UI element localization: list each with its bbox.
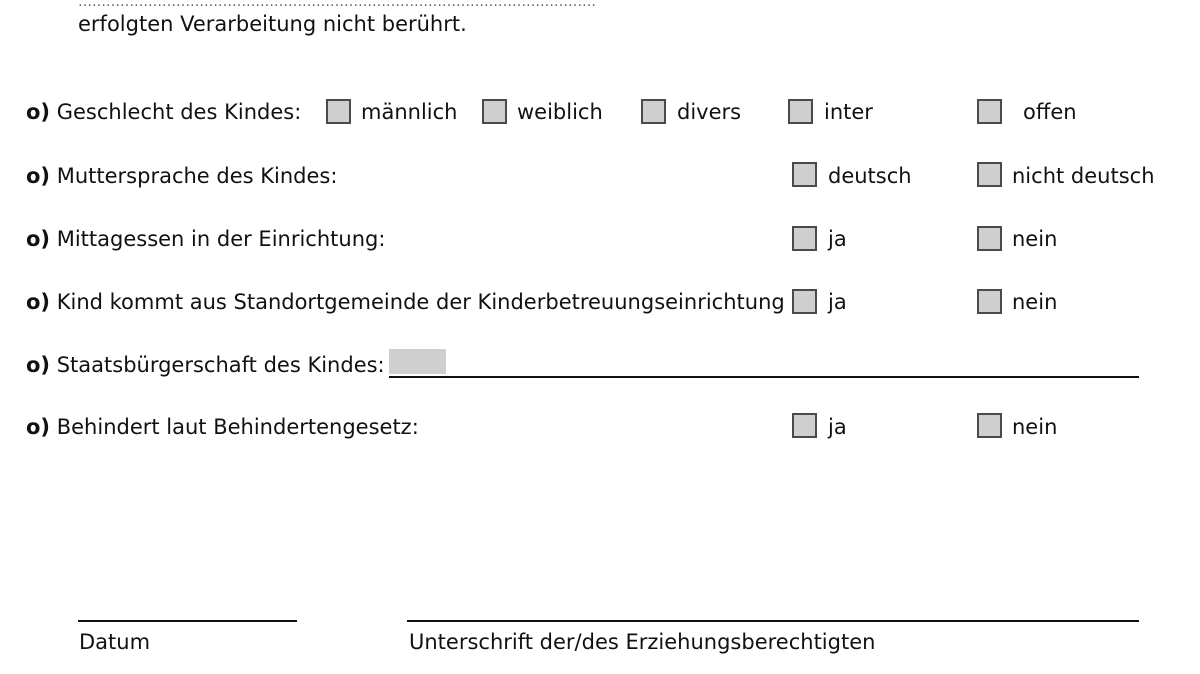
checkbox-mittagessen-nein[interactable] bbox=[977, 226, 1002, 251]
option-maennlich: männlich bbox=[361, 100, 458, 124]
bullet: o) bbox=[26, 100, 51, 124]
option-inter: inter bbox=[824, 100, 873, 124]
bullet: o) bbox=[26, 290, 51, 314]
standort-row-label bbox=[26, 292, 785, 313]
geschlecht-label: Geschlecht des Kindes: bbox=[56, 100, 302, 124]
option-nicht-deutsch: nicht deutsch bbox=[1012, 164, 1155, 188]
option-weiblich: weiblich bbox=[517, 100, 603, 124]
checkbox-nicht-deutsch[interactable] bbox=[977, 162, 1002, 187]
signature-label: Unterschrift der/des Erziehungsberechtigten bbox=[409, 630, 876, 654]
mittagessen-row-label bbox=[26, 229, 385, 250]
intro-text: erfolgten Verarbeitung nicht berührt. bbox=[78, 12, 467, 36]
muttersprache-row-label bbox=[26, 166, 337, 187]
mittagessen-label: Mittagessen in der Einrichtung: bbox=[56, 227, 386, 251]
checkbox-maennlich[interactable] bbox=[326, 99, 351, 124]
checkbox-divers[interactable] bbox=[641, 99, 666, 124]
bullet: o) bbox=[26, 353, 51, 377]
option-standort-ja: ja bbox=[828, 290, 847, 314]
checkbox-mittagessen-ja[interactable] bbox=[792, 226, 817, 251]
signature-line bbox=[407, 620, 1139, 622]
option-offen: offen bbox=[1023, 100, 1077, 124]
staatsbuergerschaft-row-label bbox=[26, 355, 385, 376]
bullet: o) bbox=[26, 164, 51, 188]
option-standort-nein: nein bbox=[1012, 290, 1058, 314]
option-behindert-ja: ja bbox=[828, 415, 847, 439]
staatsbuergerschaft-input[interactable] bbox=[389, 349, 446, 374]
checkbox-deutsch[interactable] bbox=[792, 162, 817, 187]
intro-cut-line: ………………………………………………………………………………………………… bbox=[78, 0, 596, 10]
muttersprache-label: Muttersprache des Kindes: bbox=[56, 164, 338, 188]
bullet: o) bbox=[26, 227, 51, 251]
checkbox-behindert-nein[interactable] bbox=[977, 413, 1002, 438]
bullet: o) bbox=[26, 415, 51, 439]
option-behindert-nein: nein bbox=[1012, 415, 1058, 439]
staatsbuergerschaft-label: Staatsbürgerschaft des Kindes: bbox=[56, 353, 385, 377]
behindert-row-label bbox=[26, 417, 419, 438]
option-deutsch: deutsch bbox=[828, 164, 912, 188]
standort-label: Kind kommt aus Standortgemeinde der Kinderbetreuungseinrichtung bbox=[56, 290, 785, 314]
staatsbuergerschaft-underline bbox=[389, 376, 1139, 378]
geschlecht-row-label bbox=[26, 102, 301, 123]
checkbox-weiblich[interactable] bbox=[482, 99, 507, 124]
checkbox-standort-ja[interactable] bbox=[792, 289, 817, 314]
option-divers: divers bbox=[677, 100, 742, 124]
behindert-label: Behindert laut Behindertengesetz: bbox=[56, 415, 419, 439]
checkbox-standort-nein[interactable] bbox=[977, 289, 1002, 314]
datum-label: Datum bbox=[79, 630, 151, 654]
option-mittagessen-nein: nein bbox=[1012, 227, 1058, 251]
checkbox-offen[interactable] bbox=[977, 99, 1002, 124]
datum-line bbox=[78, 620, 297, 622]
checkbox-behindert-ja[interactable] bbox=[792, 413, 817, 438]
checkbox-inter[interactable] bbox=[788, 99, 813, 124]
option-mittagessen-ja: ja bbox=[828, 227, 847, 251]
